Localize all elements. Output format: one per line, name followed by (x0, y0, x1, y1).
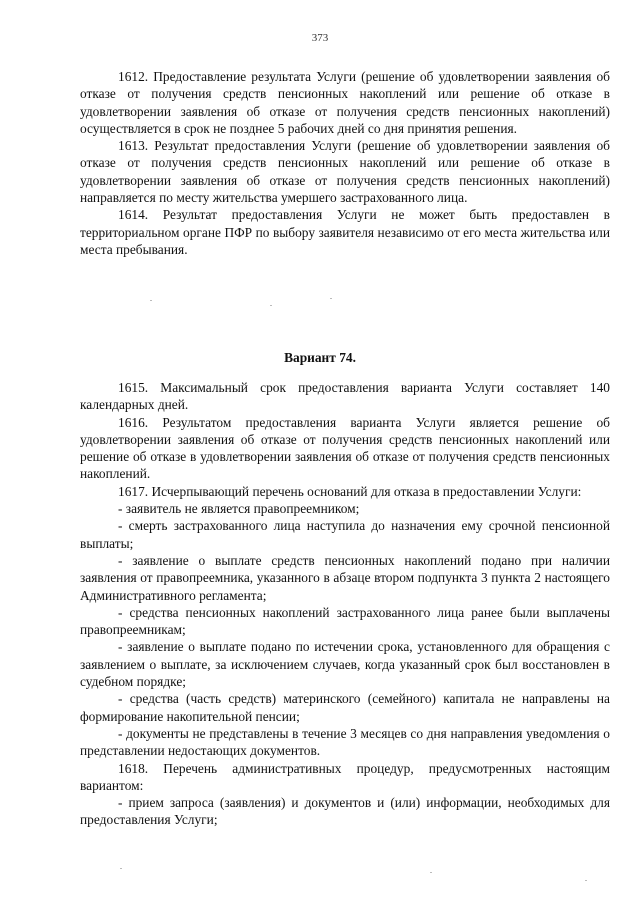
scan-speck (585, 880, 587, 881)
list-item: - заявление о выплате подано по истечении срока, установленного для обращения с заявлением о выплате, за исключением случаев, когда указанный срок был восстановлен в судебном порядке; (80, 639, 610, 690)
scan-speck (150, 300, 152, 301)
paragraph-1612: 1612. Предоставление результата Услуги (решение об удовлетворении заявления об отказе от получения средств пенсионных накоплений или решение об отказе в удовлетворении заявления об отказе от получения средств пенсионных накоплений) осуществляется в срок не позднее 5 рабочих дней со дня принятия решения. (80, 69, 610, 136)
paragraph-1617: 1617. Исчерпывающий перечень оснований для отказа в предоставлении Услуги: (118, 483, 582, 499)
paragraph-1615: 1615. Максимальный срок предоставления варианта Услуги составляет 140 календарных дней. (80, 380, 610, 413)
list-item: - средства (часть средств) материнского (семейного) капитала не направлены на формирование накопительной пенсии; (80, 691, 610, 724)
paragraph-1618: 1618. Перечень административных процедур, предусмотренных настоящим вариантом: (80, 760, 610, 793)
text-block-top (80, 68, 610, 258)
scan-speck (430, 872, 432, 873)
list-item: - заявление о выплате средств пенсионных накоплений подано при наличии заявления от правопреемника, указанного в абзаце втором подпункта 3 пункта 2 настоящего Административного регламента; (80, 552, 610, 603)
list-item: - прием запроса (заявления) и документов и (или) информации, необходимых для предоставления Услуги; (80, 795, 610, 828)
scan-speck (330, 298, 332, 299)
list-item: - смерть застрахованного лица наступила до назначения ему срочной пенсионной выплаты; (80, 518, 610, 551)
paragraph-1613: 1613. Результат предоставления Услуги (решение об удовлетворении заявления об отказе от получения средств пенсионных накоплений или решение об отказе в удовлетворении заявления об отказе от получения средств пенсионных накоплений) направляется по месту жительства умершего застрахованного лица. (80, 138, 610, 206)
list-item: - средства пенсионных накоплений застрахованного лица ранее были выплачены правопреемникам; (80, 604, 610, 638)
list-item: - документы не представлены в течение 3 месяцев со дня направления уведомления о представлении недостающих документов. (80, 725, 610, 759)
list-item: - заявитель не является правопреемником; (118, 501, 360, 517)
paragraph-1616: 1616. Результатом предоставления варианта Услуги является решение об удовлетворении заявления об отказе от получения средств пенсионных накоплений или решение об отказе в удовлетворении заявления об отказе от получения средств пенсионных накоплений. (80, 414, 610, 482)
paragraph-1614: 1614. Результат предоставления Услуги не может быть предоставлен в территориальном органе ПФР по выбору заявителя независимо от его места жительства или места пребывания. (80, 207, 610, 257)
scan-speck (270, 305, 272, 306)
variant-heading: Вариант 74. (284, 350, 356, 365)
scan-speck (120, 868, 122, 869)
text-block-bottom (80, 379, 610, 829)
page-number: 373 (311, 32, 329, 44)
